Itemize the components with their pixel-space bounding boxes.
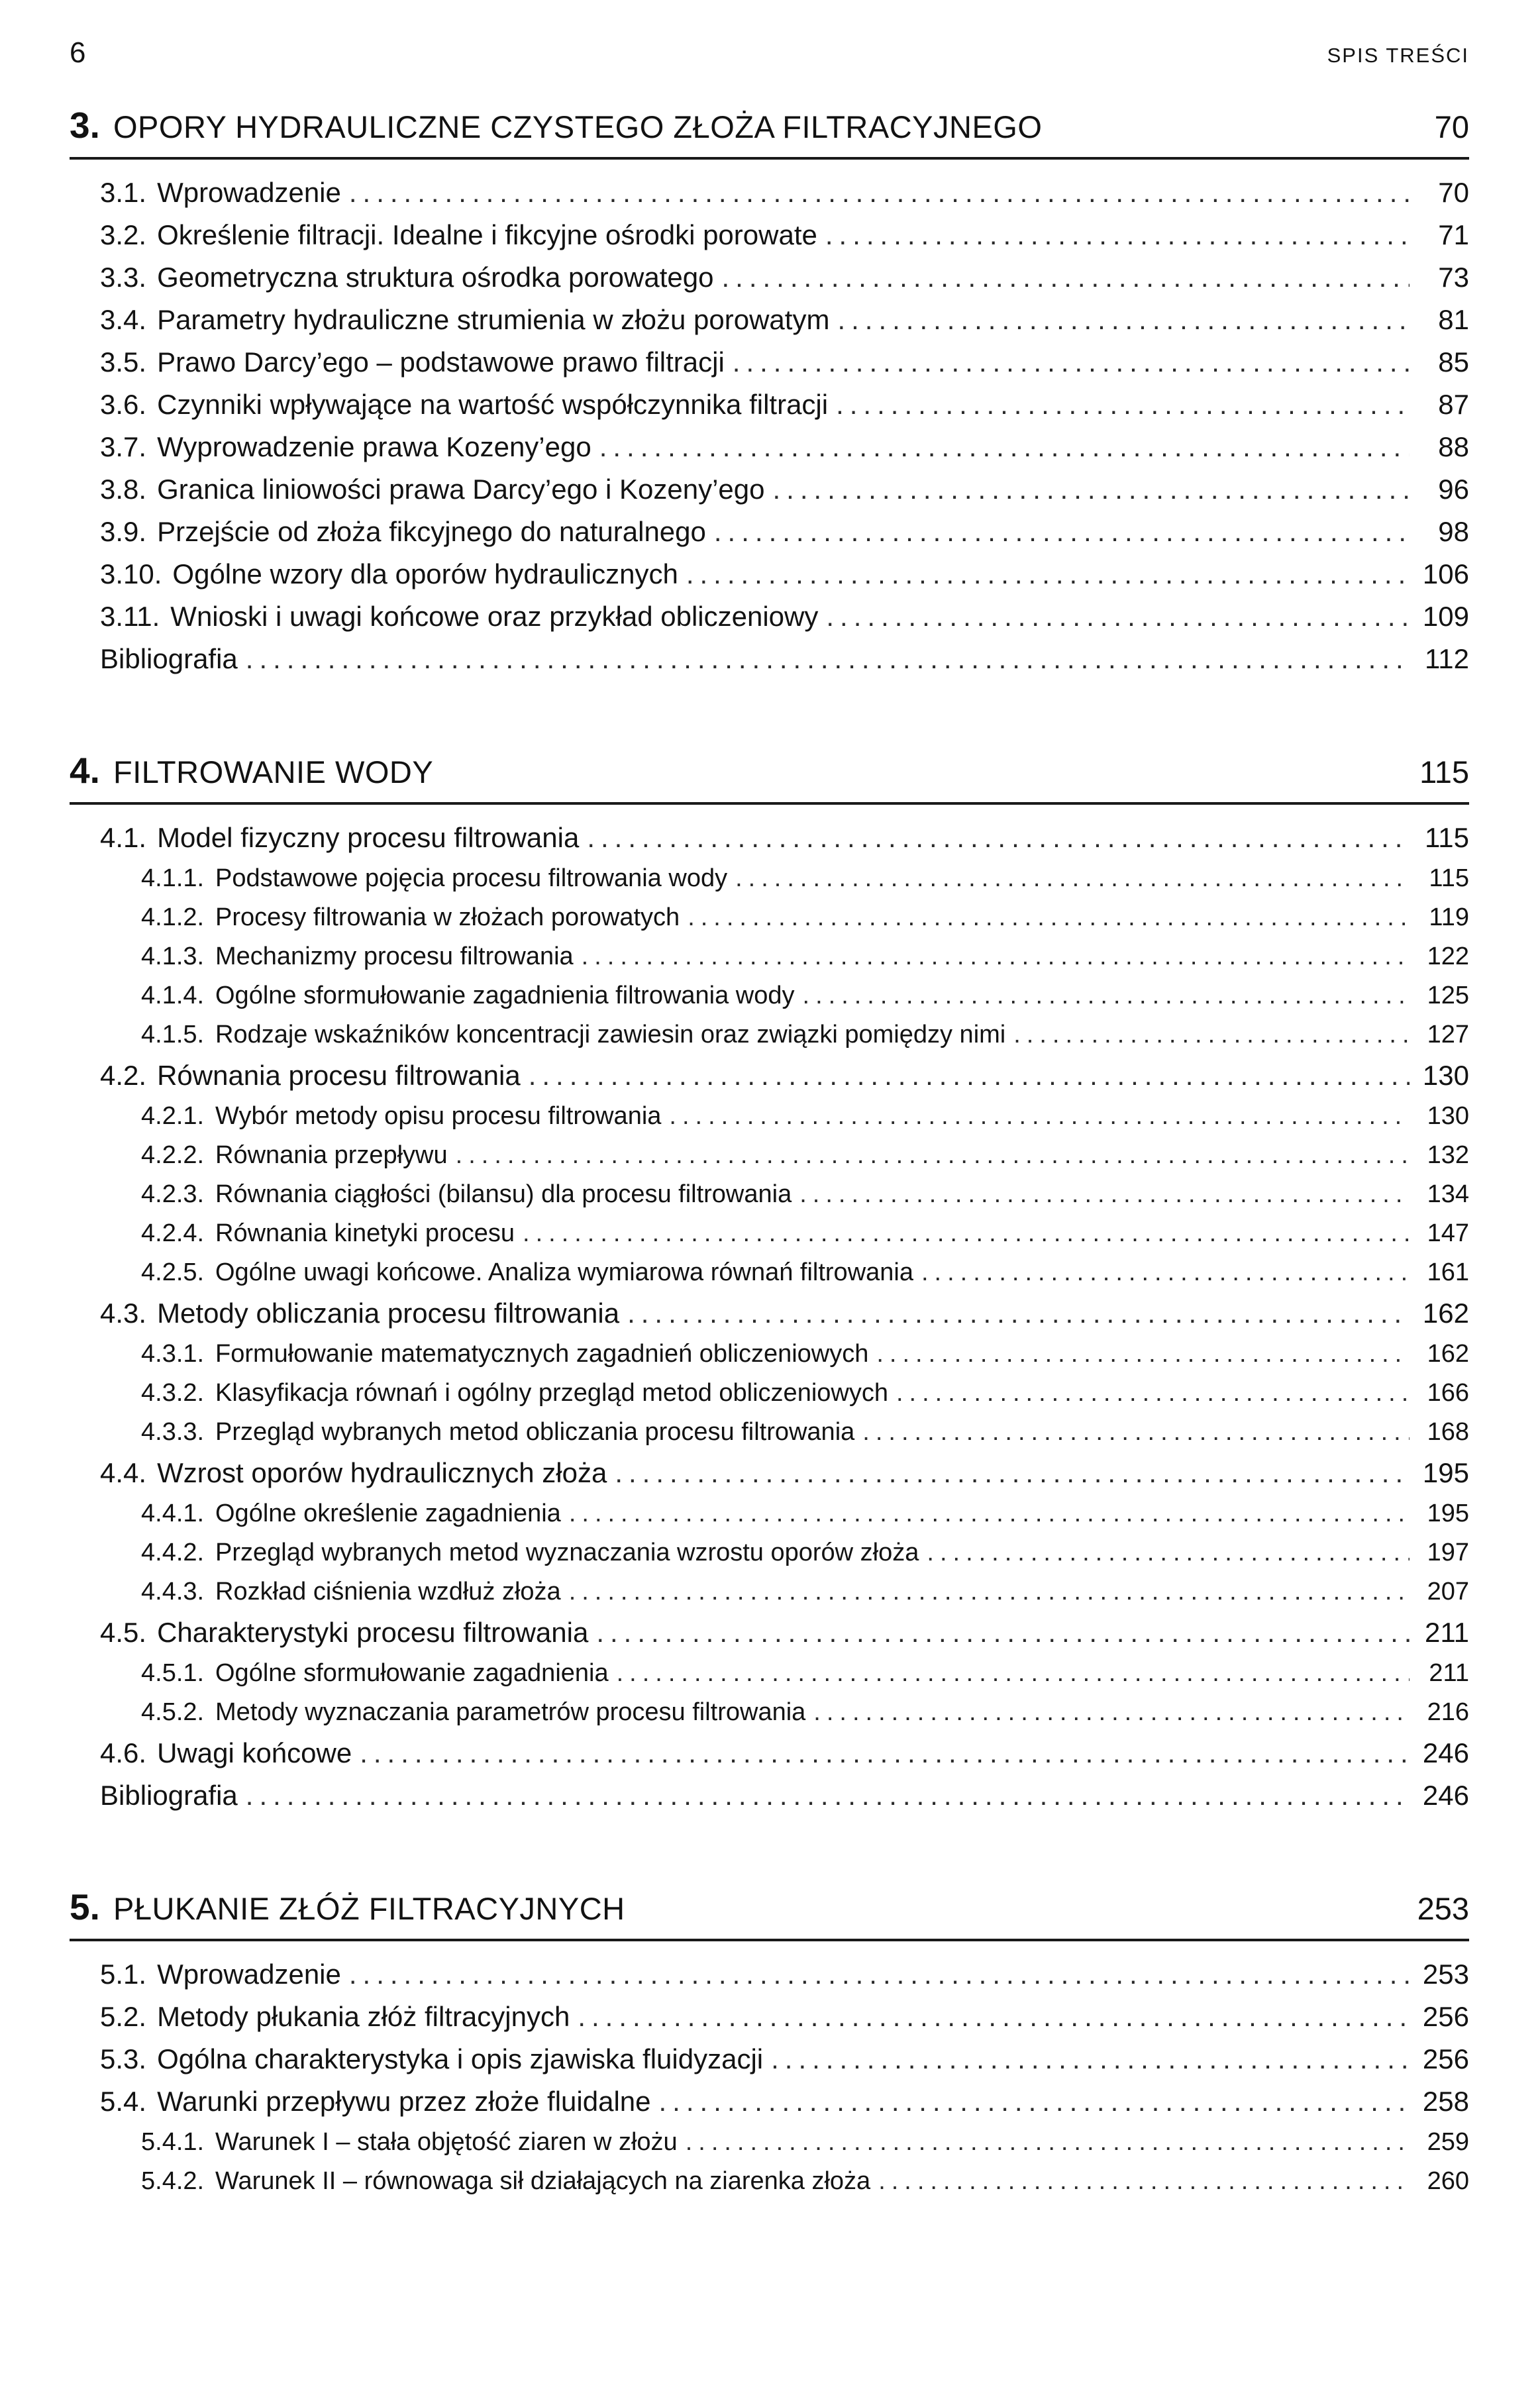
dot-leader <box>878 2167 1410 2196</box>
entry-title: Przegląd wybranych metod wyznaczania wzrostu oporów złoża <box>215 1539 919 1566</box>
toc-entry <box>70 346 1469 378</box>
dot-leader <box>529 1060 1410 1092</box>
dot-leader <box>596 1617 1410 1649</box>
toc-entry <box>70 262 1469 293</box>
toc-entry <box>70 1539 1469 1567</box>
toc-entry <box>70 177 1469 209</box>
dot-leader <box>669 1102 1410 1131</box>
dot-leader <box>799 1180 1410 1209</box>
dot-leader <box>617 1659 1410 1688</box>
toc-entry <box>70 558 1469 590</box>
entry-label: 5.4.2. <box>141 2167 205 2195</box>
toc-entry <box>70 864 1469 893</box>
entry-label: 4.5.1. <box>141 1659 205 1687</box>
entry-page: 134 <box>1427 1180 1469 1208</box>
entry-label: 4.2.5. <box>141 1258 205 1286</box>
dot-leader <box>615 1457 1410 1489</box>
entry-label: 4.3. <box>100 1298 147 1329</box>
entry-page: 70 <box>1438 177 1469 208</box>
entry-title: Ogólna charakterystyka i opis zjawiska fluidyzacji <box>157 2043 764 2074</box>
dot-leader <box>921 1258 1410 1287</box>
entry-title: Formułowanie matematycznych zagadnień obliczeniowych <box>215 1340 869 1368</box>
entry-label: 3.1. <box>100 177 147 208</box>
toc-entry <box>70 2128 1469 2157</box>
entry-label: 4.1.2. <box>141 903 205 931</box>
toc-entry <box>70 1698 1469 1727</box>
chapter-entries <box>70 822 1469 1812</box>
toc-entry <box>70 1659 1469 1688</box>
entry-title: Uwagi końcowe <box>157 1737 352 1768</box>
entry-label: 4.3.3. <box>141 1418 205 1446</box>
entry-page: 168 <box>1427 1418 1469 1446</box>
dot-leader <box>733 346 1410 378</box>
entry-page: 258 <box>1422 2086 1469 2117</box>
entry-label: 4.4.2. <box>141 1539 205 1566</box>
toc-entry <box>70 2086 1469 2118</box>
entry-label: 4.4.1. <box>141 1500 205 1527</box>
entry-title: Klasyfikacja równań i ogólny przegląd metod obliczeniowych <box>215 1379 888 1407</box>
toc-entry <box>70 1737 1469 1769</box>
entry-page: 259 <box>1427 2128 1469 2156</box>
entry-label: 3.5. <box>100 346 147 378</box>
entry-title: Podstawowe pojęcia procesu filtrowania wody <box>215 864 728 892</box>
entry-label: 5.4. <box>100 2086 147 2117</box>
entry-page: 88 <box>1438 431 1469 462</box>
entry-label: 4.2. <box>100 1060 147 1091</box>
entry-title: Ogólne określenie zagadnienia <box>215 1500 561 1527</box>
entry-label: 4.4. <box>100 1457 147 1488</box>
entry-title: Rodzaje wskaźników koncentracji zawiesin oraz związki pomiędzy nimi <box>215 1021 1006 1048</box>
dot-leader <box>599 431 1410 463</box>
toc-entry <box>70 1219 1469 1248</box>
entry-page: 125 <box>1427 982 1469 1009</box>
entry-page: 161 <box>1427 1258 1469 1286</box>
entry-page: 260 <box>1427 2167 1469 2195</box>
dot-leader <box>246 1780 1410 1812</box>
dot-leader <box>523 1219 1410 1248</box>
entry-label: 4.2.3. <box>141 1180 205 1208</box>
dot-leader <box>456 1141 1410 1170</box>
entry-title: Czynniki wpływające na wartość współczynnika filtracji <box>157 389 829 420</box>
dot-leader <box>837 304 1410 336</box>
entry-page: 130 <box>1422 1060 1469 1091</box>
entry-label: 3.6. <box>100 389 147 420</box>
toc-entry <box>70 1340 1469 1368</box>
entry-label: 3.7. <box>100 431 147 462</box>
entry-page: 166 <box>1427 1379 1469 1407</box>
entry-label: 3.2. <box>100 219 147 250</box>
dot-leader <box>587 822 1410 854</box>
entry-label: 4.5. <box>100 1617 147 1648</box>
entry-page: 197 <box>1427 1539 1469 1566</box>
dot-leader <box>826 601 1410 633</box>
entry-page: 132 <box>1427 1141 1469 1169</box>
toc-entry <box>70 982 1469 1010</box>
entry-label: 4.1.1. <box>141 864 205 892</box>
toc-entry <box>70 1500 1469 1528</box>
toc-entry <box>70 601 1469 633</box>
chapter-heading <box>70 1886 1469 1941</box>
toc-entry <box>70 219 1469 251</box>
toc-entry <box>70 643 1469 675</box>
dot-leader <box>360 1737 1410 1769</box>
entry-page: 81 <box>1438 304 1469 335</box>
dot-leader <box>771 2043 1410 2075</box>
toc-entry <box>70 1578 1469 1606</box>
entry-page: 195 <box>1422 1457 1469 1488</box>
entry-page: 98 <box>1438 516 1469 547</box>
entry-page: 106 <box>1422 558 1469 589</box>
entry-title: Wnioski i uwagi końcowe oraz przykład obliczeniowy <box>170 601 819 632</box>
dot-leader <box>627 1298 1410 1329</box>
dot-leader <box>686 558 1410 590</box>
dot-leader <box>836 389 1410 421</box>
dot-leader <box>582 943 1410 971</box>
dot-leader <box>569 1500 1410 1528</box>
entry-title: Ogólne sformułowanie zagadnienia filtrowania wody <box>215 982 795 1009</box>
dot-leader <box>927 1539 1410 1567</box>
toc-entry <box>70 1258 1469 1287</box>
dot-leader <box>349 177 1410 209</box>
entry-page: 112 <box>1425 643 1469 674</box>
entry-label: 4.1.5. <box>141 1021 205 1048</box>
toc-entry <box>70 903 1469 932</box>
entry-label: 3.10. <box>100 558 162 589</box>
chapter-number: 4. <box>70 750 100 791</box>
entry-page: 162 <box>1427 1340 1469 1368</box>
toc-entry <box>70 304 1469 336</box>
toc-entry <box>70 1457 1469 1489</box>
entry-page: 73 <box>1438 262 1469 293</box>
entry-title: Metody płukania złóż filtracyjnych <box>157 2001 570 2032</box>
toc-entry <box>70 1298 1469 1329</box>
toc-entry <box>70 1617 1469 1649</box>
entry-page: 211 <box>1429 1659 1469 1687</box>
entry-page: 96 <box>1438 474 1469 505</box>
toc-list <box>70 104 1469 2196</box>
entry-title: Model fizyczny procesu filtrowania <box>157 822 580 853</box>
entry-page: 207 <box>1427 1578 1469 1606</box>
entry-label: 4.6. <box>100 1737 147 1768</box>
dot-leader <box>578 2001 1410 2033</box>
entry-page: 195 <box>1427 1500 1469 1527</box>
entry-title: Warunki przepływu przez złoże fluidalne <box>157 2086 651 2117</box>
entry-label: 4.5.2. <box>141 1698 205 1726</box>
entry-title: Ogólne wzory dla oporów hydraulicznych <box>172 558 678 589</box>
toc-entry <box>70 1060 1469 1092</box>
toc-entry <box>70 1180 1469 1209</box>
entry-page: 122 <box>1427 943 1469 970</box>
dot-leader <box>876 1340 1410 1368</box>
dot-leader <box>721 262 1410 293</box>
entry-title: Równania przepływu <box>215 1141 448 1169</box>
toc-entry <box>70 1780 1469 1812</box>
entry-title: Równania ciągłości (bilansu) dla procesu filtrowania <box>215 1180 792 1208</box>
chapter-page: 253 <box>1417 1891 1469 1926</box>
dot-leader <box>813 1698 1410 1727</box>
entry-label: 4.1.3. <box>141 943 205 970</box>
entry-title: Warunek I – stała objętość ziaren w złożu <box>215 2128 678 2156</box>
chapter-entries <box>70 177 1469 675</box>
toc-entry <box>70 1102 1469 1131</box>
chapter-number: 5. <box>70 1886 100 1927</box>
entry-label: 4.3.1. <box>141 1340 205 1368</box>
dot-leader <box>825 219 1410 251</box>
entry-label: 5.3. <box>100 2043 147 2074</box>
page-header <box>70 36 1469 70</box>
entry-label: 4.2.4. <box>141 1219 205 1247</box>
dot-leader <box>659 2086 1410 2118</box>
toc-entry <box>70 2001 1469 2033</box>
entry-title: Wybór metody opisu procesu filtrowania <box>215 1102 662 1130</box>
toc-entry <box>70 1418 1469 1447</box>
entry-title: Metody obliczania procesu filtrowania <box>157 1298 620 1329</box>
chapter-entries <box>70 1959 1469 2196</box>
entry-title: Metody wyznaczania parametrów procesu filtrowania <box>215 1698 806 1726</box>
entry-title: Równania procesu filtrowania <box>157 1060 521 1091</box>
entry-title: Procesy filtrowania w złożach porowatych <box>215 903 680 931</box>
entry-page: 87 <box>1438 389 1469 420</box>
toc-entry <box>70 1141 1469 1170</box>
dot-leader <box>246 643 1410 675</box>
entry-label: 4.1.4. <box>141 982 205 1009</box>
entry-label: 3.11. <box>100 601 160 632</box>
entry-page: 253 <box>1422 1959 1469 1990</box>
chapter-page: 115 <box>1419 754 1469 790</box>
toc-entry <box>70 822 1469 854</box>
toc-entry <box>70 474 1469 505</box>
chapter-title: FILTROWANIE WODY <box>113 754 434 790</box>
header-title: SPIS TREŚCI <box>1327 44 1469 67</box>
entry-title: Przegląd wybranych metod obliczania procesu filtrowania <box>215 1418 855 1446</box>
entry-page: 246 <box>1422 1780 1469 1811</box>
entry-page: 246 <box>1422 1737 1469 1768</box>
dot-leader <box>735 864 1410 893</box>
entry-label: 4.2.2. <box>141 1141 205 1169</box>
entry-label: 3.4. <box>100 304 147 335</box>
entry-title: Wprowadzenie <box>157 1959 341 1990</box>
chapter-number: 3. <box>70 105 100 146</box>
entry-page: 71 <box>1438 219 1469 250</box>
entry-page: 256 <box>1422 2043 1469 2074</box>
entry-title: Wyprowadzenie prawa Kozeny’ego <box>157 431 591 462</box>
entry-title: Ogólne uwagi końcowe. Analiza wymiarowa równań filtrowania <box>215 1258 913 1286</box>
toc-entry <box>70 2167 1469 2196</box>
entry-label: 4.4.3. <box>141 1578 205 1606</box>
dot-leader <box>714 516 1410 548</box>
entry-page: 127 <box>1427 1021 1469 1048</box>
dot-leader <box>773 474 1410 505</box>
dot-leader <box>569 1578 1410 1606</box>
toc-entry <box>70 943 1469 971</box>
entry-page: 85 <box>1438 346 1469 378</box>
toc-entry <box>70 2043 1469 2075</box>
chapter-page: 70 <box>1434 109 1469 144</box>
entry-label: 3.3. <box>100 262 147 293</box>
dot-leader <box>349 1959 1410 1990</box>
dot-leader <box>686 2128 1410 2157</box>
entry-page: 130 <box>1427 1102 1469 1130</box>
entry-page: 109 <box>1422 601 1469 632</box>
entry-label: 4.1. <box>100 822 147 853</box>
entry-title: Granica liniowości prawa Darcy’ego i Kozeny’ego <box>157 474 765 505</box>
entry-title: Rozkład ciśnienia wzdłuż złoża <box>215 1578 561 1606</box>
entry-title: Przejście od złoża fikcyjnego do naturalnego <box>157 516 706 547</box>
entry-title: Bibliografia <box>100 1780 238 1811</box>
toc-entry <box>70 1959 1469 1990</box>
entry-title: Charakterystyki procesu filtrowania <box>157 1617 589 1648</box>
entry-title: Równania kinetyki procesu <box>215 1219 515 1247</box>
dot-leader <box>803 982 1410 1010</box>
entry-title: Bibliografia <box>100 643 238 674</box>
entry-page: 119 <box>1429 903 1469 931</box>
entry-title: Warunek II – równowaga sił działających na ziarenka złoża <box>215 2167 871 2195</box>
entry-page: 216 <box>1427 1698 1469 1726</box>
entry-title: Wzrost oporów hydraulicznych złoża <box>157 1457 607 1488</box>
entry-page: 211 <box>1425 1617 1469 1648</box>
dot-leader <box>896 1379 1410 1407</box>
entry-label: 5.1. <box>100 1959 147 1990</box>
entry-label: 5.4.1. <box>141 2128 205 2156</box>
entry-label: 3.9. <box>100 516 147 547</box>
entry-page: 256 <box>1422 2001 1469 2032</box>
toc-entry <box>70 389 1469 421</box>
dot-leader <box>1013 1021 1410 1049</box>
toc-entry <box>70 431 1469 463</box>
entry-title: Prawo Darcy’ego – podstawowe prawo filtracji <box>157 346 725 378</box>
toc-entry <box>70 1379 1469 1407</box>
toc-entry <box>70 516 1469 548</box>
entry-page: 162 <box>1422 1298 1469 1329</box>
entry-title: Mechanizmy procesu filtrowania <box>215 943 574 970</box>
entry-page: 147 <box>1427 1219 1469 1247</box>
page-number: 6 <box>70 36 86 69</box>
chapter-section <box>70 749 1469 1812</box>
entry-label: 3.8. <box>100 474 147 505</box>
entry-page: 115 <box>1425 822 1469 853</box>
dot-leader <box>862 1418 1410 1447</box>
entry-label: 4.3.2. <box>141 1379 205 1407</box>
chapter-title: PŁUKANIE ZŁÓŻ FILTRACYJNYCH <box>113 1891 625 1926</box>
chapter-heading <box>70 749 1469 805</box>
chapter-title: OPORY HYDRAULICZNE CZYSTEGO ZŁOŻA FILTRACYJNEGO <box>113 109 1043 144</box>
entry-page: 115 <box>1429 864 1469 892</box>
entry-title: Określenie filtracji. Idealne i fikcyjne ośrodki porowate <box>157 219 817 250</box>
entry-label: 5.2. <box>100 2001 147 2032</box>
entry-title: Parametry hydrauliczne strumienia w złożu porowatym <box>157 304 830 335</box>
chapter-section <box>70 1886 1469 2196</box>
chapter-section <box>70 104 1469 675</box>
chapter-heading <box>70 104 1469 160</box>
entry-title: Geometryczna struktura ośrodka porowatego <box>157 262 714 293</box>
toc-entry <box>70 1021 1469 1049</box>
dot-leader <box>688 903 1410 932</box>
entry-label: 4.2.1. <box>141 1102 205 1130</box>
entry-title: Ogólne sformułowanie zagadnienia <box>215 1659 609 1687</box>
entry-title: Wprowadzenie <box>157 177 341 208</box>
